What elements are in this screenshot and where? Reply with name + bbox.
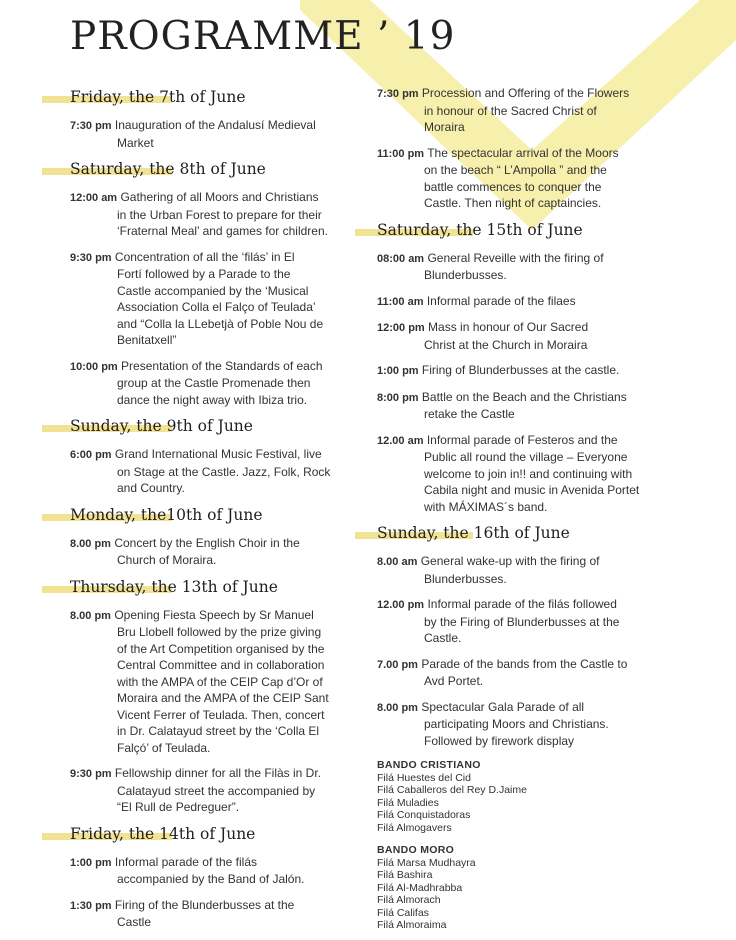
page-title: PROGRAMME ’ 19 (70, 14, 456, 59)
event-line: Bru Llobell followed by the prize giving (117, 625, 322, 639)
event-item (70, 897, 360, 931)
event-line: Concentration of all the ‘filás’ in El (114, 249, 295, 264)
event-line: in Dr. Calatayud street by the ‘Colla El (117, 724, 320, 738)
event-line: Informal parade of the filás (114, 854, 257, 869)
event-line: “El Rull de Pedreguer”. (117, 800, 240, 814)
event-line: Castle (117, 915, 152, 929)
event-line: Avd Portet. (424, 674, 484, 688)
event-line: Moraira (424, 120, 465, 134)
event-line: with MÁXIMAS´s band. (424, 499, 548, 514)
event-line: Moraira and the AMPA of the CEIP Sant (117, 691, 329, 705)
event-line: Church of Moraira. (117, 553, 217, 567)
event-time: 9:30 pm (70, 251, 112, 264)
event-line: Blunderbusses. (424, 268, 507, 282)
event-item (377, 250, 667, 284)
day-heading (70, 417, 360, 439)
event-item (377, 145, 667, 212)
event-item (70, 249, 360, 349)
event-line: Benitatxell” (117, 333, 177, 347)
event-time: 10:00 pm (70, 360, 118, 373)
day-heading (70, 506, 360, 528)
event-item (377, 656, 667, 690)
event-time: 8:00 pm (377, 391, 419, 404)
fila-name: Filá Califas (377, 906, 429, 919)
event-line: Battle on the Beach and the Christians (421, 389, 627, 404)
day-label: Sunday, the 16th of June (377, 524, 570, 542)
event-line: participating Moors and Christians. (424, 717, 609, 731)
day-label: Thursday, the 13th of June (70, 577, 278, 596)
event-line: Blunderbusses. (424, 571, 507, 586)
event-line: ‘Fraternal Meal’ and games for children. (117, 224, 328, 238)
event-description (427, 294, 576, 308)
fila-name: Filá Marsa Mudhayra (377, 856, 476, 869)
event-line: Informal parade of the filaes (426, 293, 576, 308)
event-time: 8.00 pm (377, 701, 418, 714)
event-description (377, 554, 667, 587)
bando-moro-section (377, 844, 667, 932)
event-line: retake the Castle (424, 407, 515, 421)
event-description (377, 700, 667, 750)
event-time: 7:30 pm (70, 120, 112, 132)
left-column (70, 85, 360, 940)
event-description (422, 363, 619, 377)
event-line: General wake-up with the firing of (420, 554, 600, 568)
event-item (377, 293, 667, 311)
event-line: Presentation of the Standards of each (121, 358, 323, 373)
event-time: 11:00 pm (377, 147, 425, 160)
event-line: General Reveille with the firing of (427, 250, 604, 265)
event-time: 8.00 pm (70, 537, 111, 550)
event-line: Informal parade of Festeros and the (426, 432, 618, 447)
event-time: 12:00 pm (377, 322, 425, 334)
event-time: 9:30 pm (70, 768, 112, 780)
event-time: 08:00 am (377, 252, 425, 265)
event-time: 8.00 pm (70, 609, 111, 622)
fila-name: Filá Conquistadoras (377, 809, 471, 821)
event-line: Fortí followed by a Parade to the (117, 267, 291, 281)
day-heading (70, 88, 360, 110)
event-line: Vicent Ferrer of Teulada. Then, concert (117, 707, 325, 722)
day-label: Saturday, the 15th of June (377, 220, 583, 239)
event-item (377, 596, 667, 647)
event-line: Castle accompanied by the ‘Musical (117, 283, 309, 298)
event-line: with the AMPA of the CEIP Cap d’Or of (117, 674, 323, 689)
event-line: Cabila night and music in Avenida Portet (424, 483, 640, 497)
event-line: Procession and Offering of the Flowers (421, 86, 630, 100)
event-item (377, 699, 667, 750)
event-description (70, 447, 360, 497)
event-line: of the Art Competition organised by the (117, 641, 325, 656)
event-item (70, 189, 360, 240)
event-time: 11:00 am (377, 295, 424, 308)
event-line: Parade of the bands from the Castle to (421, 656, 628, 671)
event-line: Castle. Then night of captaincies. (424, 196, 602, 210)
event-description (70, 250, 360, 349)
event-description (377, 86, 667, 136)
event-item (377, 85, 667, 136)
event-line: dance the night away with Ibiza trio. (117, 392, 308, 407)
event-line: Gathering of all Moors and Christians (120, 190, 319, 204)
event-line: Falçó’ of Teulada. (117, 740, 211, 755)
event-line: Firing of the Blunderbusses at the (114, 897, 295, 912)
event-description (377, 657, 667, 690)
event-time: 12.00 am (377, 434, 424, 447)
event-line: Spectacular Gala Parade of all (421, 699, 585, 714)
event-time: 12:00 am (70, 192, 118, 204)
day-label: Friday, the 14th of June (70, 824, 256, 843)
event-line: and Country. (117, 481, 185, 495)
event-time: 1:00 pm (70, 856, 112, 869)
fila-name: Filá Huestes del Cid (377, 771, 471, 784)
event-line: Concert by the English Choir in the (114, 535, 300, 550)
event-description (70, 766, 360, 816)
event-item (70, 117, 360, 151)
event-line: Calatayud street the accompanied by (117, 783, 316, 798)
event-description (70, 608, 360, 757)
day-heading (70, 160, 360, 182)
event-time: 1:30 pm (70, 899, 112, 912)
event-time: 8.00 am (377, 556, 418, 568)
event-line: accompanied by the Band of Jalón. (117, 872, 305, 886)
event-line: Informal parade of the filás followed (427, 597, 617, 611)
event-description (70, 855, 360, 888)
day-heading (377, 524, 667, 546)
event-item (70, 446, 360, 497)
day-label: Monday, the10th of June (70, 505, 263, 524)
event-description (70, 898, 360, 931)
event-line: in the Urban Forest to prepare for their (117, 207, 322, 222)
event-line: Central Committee and in collaboration (117, 658, 325, 672)
bando-cristiano-section (377, 759, 667, 834)
event-item (377, 362, 667, 380)
event-line: and “Colla la LLebetjà of Poble Nou de (117, 316, 324, 331)
day-heading (377, 221, 667, 243)
event-description (70, 118, 360, 151)
bando-title: BANDO CRISTIANO (377, 759, 481, 771)
event-item (377, 389, 667, 423)
event-line: The spectacular arrival of the Moors (427, 145, 619, 160)
event-item (377, 319, 667, 353)
fila-name: Filá Al-Madhrabba (377, 881, 463, 894)
day-heading (70, 578, 360, 600)
event-time: 7.00 pm (377, 658, 418, 671)
event-time: 12.00 pm (377, 599, 425, 611)
event-item (70, 854, 360, 888)
event-line: Castle. (424, 631, 462, 645)
fila-name: Filá Almoraima (377, 919, 447, 931)
event-time: 7:30 pm (377, 88, 419, 100)
event-line: Public all round the village – Everyone (424, 450, 628, 464)
event-description (70, 536, 360, 569)
event-line: by the Firing of Blunderbusses at the (424, 614, 620, 629)
event-item (70, 535, 360, 569)
right-column (377, 85, 667, 932)
event-line: welcome to join in!! and continuing with (424, 466, 633, 481)
day-label: Saturday, the 8th of June (70, 160, 266, 178)
day-label: Sunday, the 9th of June (70, 417, 253, 435)
event-description (377, 390, 667, 423)
fila-name: Filá Muladies (377, 796, 439, 809)
event-line: Market (117, 135, 154, 150)
event-line: Fellowship dinner for all the Filàs in Dr. (114, 766, 322, 780)
event-item (377, 553, 667, 587)
fila-name: Filá Almogavers (377, 821, 452, 834)
event-line: on Stage at the Castle. Jazz, Folk, Rock (117, 464, 331, 479)
event-time: 1:00 pm (377, 365, 419, 377)
event-line: Inauguration of the Andalusí Medieval (114, 118, 316, 132)
event-time: 6:00 pm (70, 449, 112, 461)
event-line: Grand International Music Festival, live (114, 447, 322, 461)
day-heading (70, 825, 360, 847)
event-line: battle commences to conquer the (424, 179, 602, 194)
event-line: Association Colla el Falço of Teulada’ (117, 300, 316, 314)
event-line: in honour of the Sacred Christ of (424, 103, 597, 118)
event-item (377, 432, 667, 516)
event-line: group at the Castle Promenade then (117, 376, 311, 390)
event-line: Mass in honour of Our Sacred (428, 320, 589, 334)
event-line: Firing of Blunderbusses at the castle. (421, 363, 620, 377)
fila-name: Filá Caballeros del Rey D.Jaime (377, 784, 527, 796)
event-item (70, 358, 360, 409)
fila-name: Filá Bashira (377, 869, 433, 881)
event-line: Followed by firework display (424, 733, 575, 748)
day-label: Friday, the 7th of June (70, 88, 246, 106)
bando-title: BANDO MORO (377, 844, 455, 856)
event-line: Opening Fiesta Speech by Sr Manuel (114, 607, 314, 622)
event-line: Christ at the Church in Moraira (424, 337, 588, 352)
fila-name: Filá Almorach (377, 894, 441, 906)
event-line: on the beach “ L’Ampolla ” and the (424, 163, 607, 177)
event-item (70, 607, 360, 757)
event-item (70, 765, 360, 816)
